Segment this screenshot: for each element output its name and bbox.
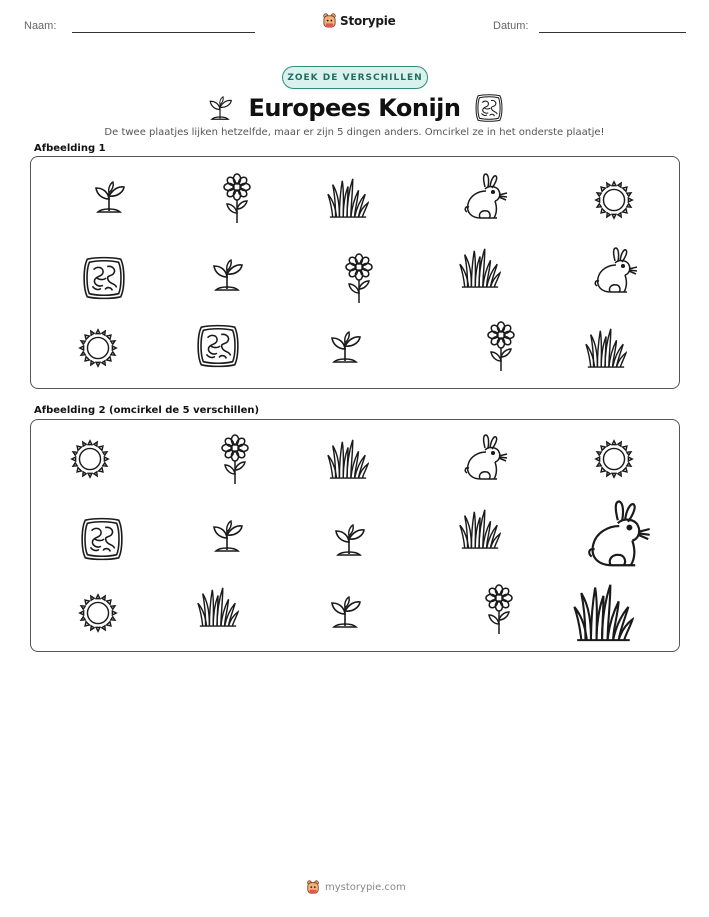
- seedling-icon: [205, 93, 235, 123]
- date-label: Datum:: [493, 20, 529, 32]
- grass-icon[interactable]: [197, 586, 239, 628]
- sun-icon[interactable]: [67, 436, 113, 482]
- storypie-mascot-icon: [306, 880, 320, 895]
- flower-icon: [211, 173, 263, 225]
- seedling-icon[interactable]: [207, 516, 247, 556]
- burrow-icon: [195, 323, 241, 369]
- grass-icon[interactable]: [459, 508, 501, 550]
- seedling-icon: [89, 177, 129, 217]
- picture-1-label: Afbeelding 1: [34, 143, 106, 154]
- name-label: Naam:: [24, 20, 57, 32]
- brand-logo: [322, 13, 396, 29]
- rabbit-icon: [461, 173, 509, 221]
- flower-icon[interactable]: [473, 584, 525, 636]
- flower-icon: [333, 253, 385, 305]
- burrow-icon: [474, 93, 504, 123]
- brand-name: Storypie: [340, 14, 396, 28]
- seedling-icon[interactable]: [325, 592, 365, 632]
- flower-icon[interactable]: [209, 434, 261, 486]
- date-line[interactable]: [539, 32, 686, 33]
- rabbit-icon: [591, 247, 639, 295]
- sun-icon[interactable]: [75, 590, 121, 636]
- picture-2-label: Afbeelding 2 (omcirkel de 5 verschillen): [34, 405, 260, 416]
- flower-icon: [475, 321, 527, 373]
- grass-icon: [459, 247, 501, 289]
- footer-site: mystorypie.com: [325, 882, 406, 893]
- grass-icon[interactable]: [573, 582, 634, 643]
- seedling-icon[interactable]: [329, 520, 369, 560]
- footer: [306, 880, 406, 895]
- sun-icon: [75, 325, 121, 371]
- page-title: Europees Konijn: [248, 94, 461, 122]
- find-differences-badge: ZOEK DE VERSCHILLEN: [282, 66, 428, 89]
- title-row: [0, 90, 709, 126]
- rabbit-icon[interactable]: [461, 434, 509, 482]
- name-line[interactable]: [72, 32, 255, 33]
- sun-icon: [591, 177, 637, 223]
- burrow-icon[interactable]: [79, 516, 125, 562]
- rabbit-icon[interactable]: [583, 500, 653, 570]
- picture-2-panel[interactable]: [30, 419, 680, 652]
- burrow-icon: [81, 255, 127, 301]
- storypie-mascot-icon: [322, 13, 337, 29]
- instructions: De twee plaatjes lijken hetzelfde, maar er zijn 5 dingen anders. Omcirkel ze in het onderste plaatje!: [104, 127, 605, 138]
- seedling-icon: [207, 255, 247, 295]
- grass-icon: [585, 327, 627, 369]
- seedling-icon: [325, 327, 365, 367]
- grass-icon[interactable]: [327, 438, 369, 480]
- picture-1-panel: [30, 156, 680, 389]
- sun-icon[interactable]: [591, 436, 637, 482]
- grass-icon: [327, 177, 369, 219]
